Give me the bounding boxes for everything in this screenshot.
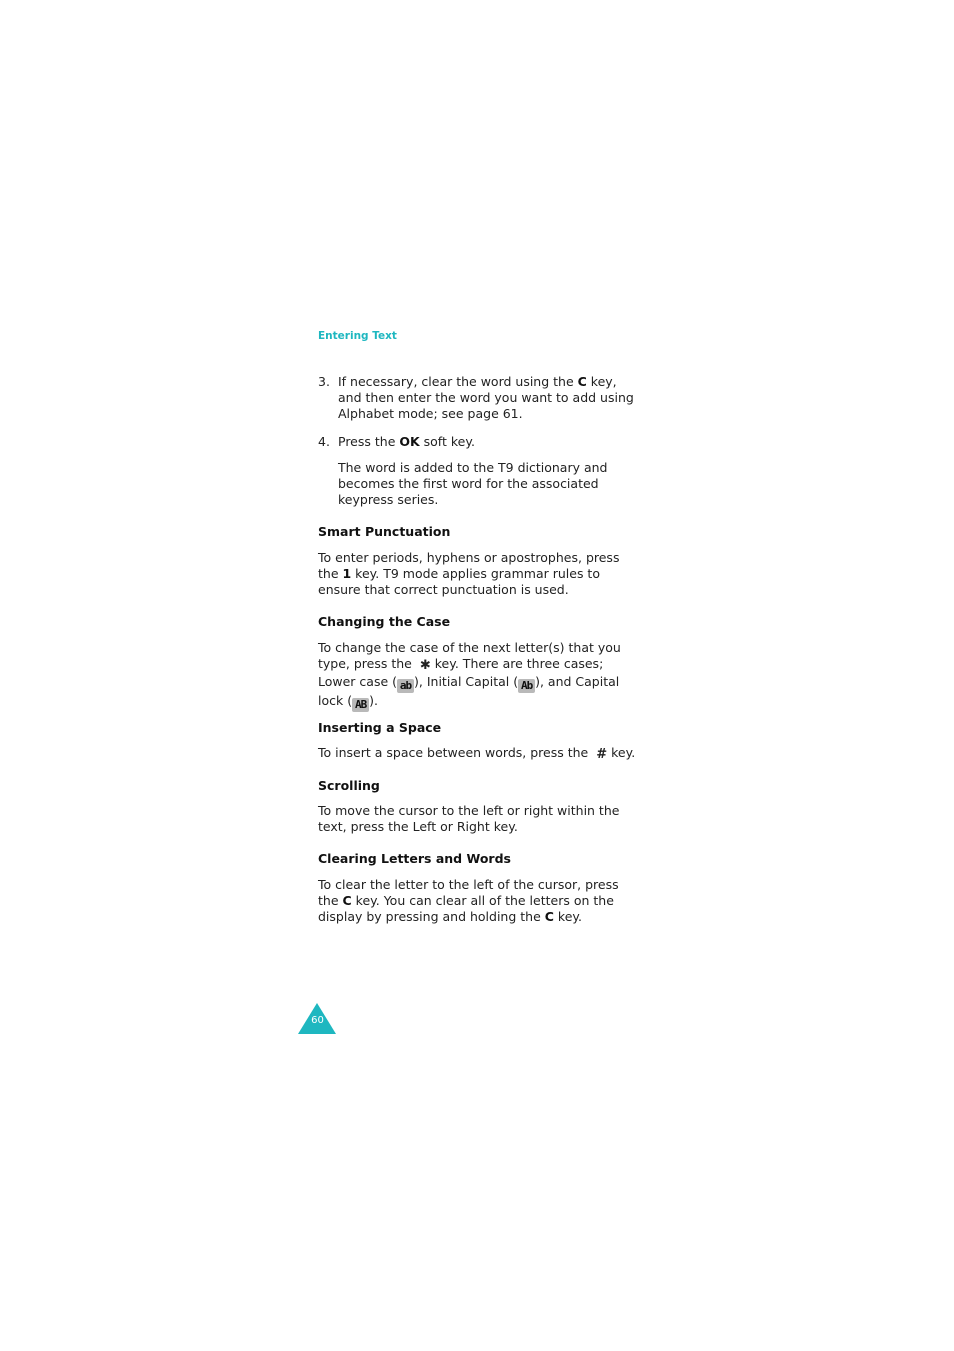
initial-capital-icon: Ab xyxy=(518,679,535,693)
lower-case-icon: ab xyxy=(397,679,414,693)
changing-case-heading: Changing the Case xyxy=(318,614,451,629)
section-title: Entering Text xyxy=(318,330,397,342)
smart-punctuation-text: To enter periods, hyphens or apostrophes, press the 1 key. T9 mode applies grammar rules to ensure that correct punctuation is used. xyxy=(318,550,620,597)
step-4-note: The word is added to the T9 dictionary and becomes the first word for the associated keypress series. xyxy=(338,460,608,507)
scrolling-text: To move the cursor to the left or right within the text, press the Left or Right key. xyxy=(318,803,620,834)
scrolling-heading: Scrolling xyxy=(318,778,380,793)
step-3-number: 3. xyxy=(318,374,330,389)
inserting-space-heading: Inserting a Space xyxy=(318,720,442,735)
inserting-space-text: To insert a space between words, press the # key. xyxy=(318,745,636,762)
changing-case-text: To change the case of the next letter(s) that you type, press the ✱ key. There are three cases; Lower case ( ab ), Initial Capital ( Ab ), and Capital lock ( AB ). xyxy=(318,640,621,711)
smart-punctuation-heading: Smart Punctuation xyxy=(318,524,451,539)
step-4-text: Press the OK soft key. xyxy=(338,434,475,449)
hash-key-icon: # xyxy=(596,747,608,762)
step-4-number: 4. xyxy=(318,434,330,449)
clearing-heading: Clearing Letters and Words xyxy=(318,851,511,866)
capital-lock-icon: AB xyxy=(352,698,369,712)
page-number: 60 xyxy=(311,1015,324,1026)
clearing-text: To clear the letter to the left of the cursor, press the C key. You can clear all of the letters on the display by pressing and holding the C key. xyxy=(318,877,619,924)
star-key-icon: ✱ xyxy=(419,658,431,673)
step-3-text: If necessary, clear the word using the C key, and then enter the word you want to add using Alphabet mode; see page 61. xyxy=(338,374,634,421)
